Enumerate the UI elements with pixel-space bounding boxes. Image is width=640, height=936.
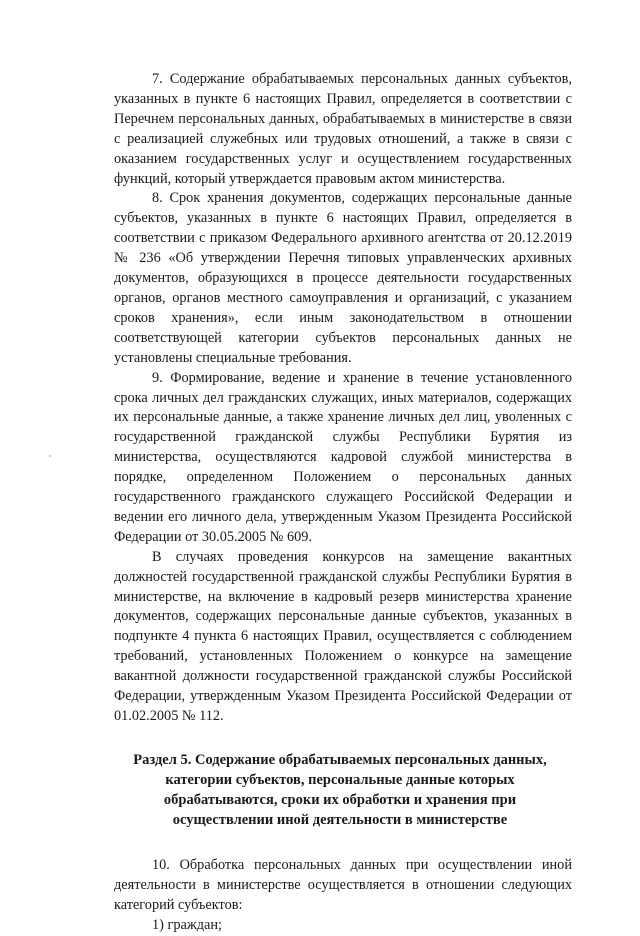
- paragraph-9: 9. Формирование, ведение и хранение в течение установленного срока личных дел гражданских служащих, иных материалов, содержащих их персональные данные, а также хранение личных дел лиц, уволенных с государственной гражданской службы Республики Бурятия из министерства, осуществляются кадровой службой министерства в порядке, определенном Положением о персональных данных государственного гражданского служащего Российской Федерации и ведении его личного дела, утвержденным Указом Президента Российской Федерации от 30.05.2005 № 609.: [114, 369, 572, 545]
- paragraph-9-continued: В случаях проведения конкурсов на замещение вакантных должностей государственной гражданской службы Республики Бурятия в министерстве, на включение в кадровый резерв министерства хранение документов, содержащих персональные данные субъектов, указанных в подпункте 4 пункта 6 настоящих Правил, осуществляется с соблюдением требований, установленных Положением о конкурсе на замещение вакантной должности государственной гражданской службы Российской Федерации, утвержденным Указом Президента Российской Федерации от 01.02.2005 № 112.: [114, 548, 572, 724]
- paragraph-8: 8. Срок хранения документов, содержащих персональные данные субъектов, указанных в пункте 6 настоящих Правил, определяется в соответствии с приказом Федерального архивного агентства от 20.12.2019 № 236 «Об утверждении Перечня типовых управленческих архивных документов, образующихся в процессе деятельности государственных органов, органов местного самоуправления и организаций, с указанием сроков хранения», если иным законодательством в отношении соответствующей категории субъектов персональных данных не установлены специальные требования.: [114, 190, 572, 366]
- section-5-heading: [108, 750, 572, 830]
- list-item-citizens: 1) граждан;: [152, 916, 222, 933]
- section-heading-line: осуществлении иной деятельности в министерстве: [172, 811, 508, 828]
- paragraph-10: 10. Обработка персональных данных при осуществлении иной деятельности в министерстве осуществляется в отношении следующих категорий субъектов:: [114, 856, 572, 913]
- section-heading-line: Раздел 5. Содержание обрабатываемых персональных данных,: [133, 751, 547, 768]
- scan-speck: [49, 455, 51, 457]
- section-heading-line: обрабатываются, сроки их обработки и хранения при: [163, 791, 517, 808]
- paragraph-7: 7. Содержание обрабатываемых персональных данных субъектов, указанных в пункте 6 настоящих Правил, определяется в соответствии с Перечнем персональных данных, обрабатываемых в министерстве в связи с реализацией служебных или трудовых отношений, а также в связи с оказанием государственных услуг и осуществлением государственных функций, который утверждается правовым актом министерства.: [114, 71, 572, 187]
- section-heading-line: категории субъектов, персональные данные которых: [165, 771, 515, 788]
